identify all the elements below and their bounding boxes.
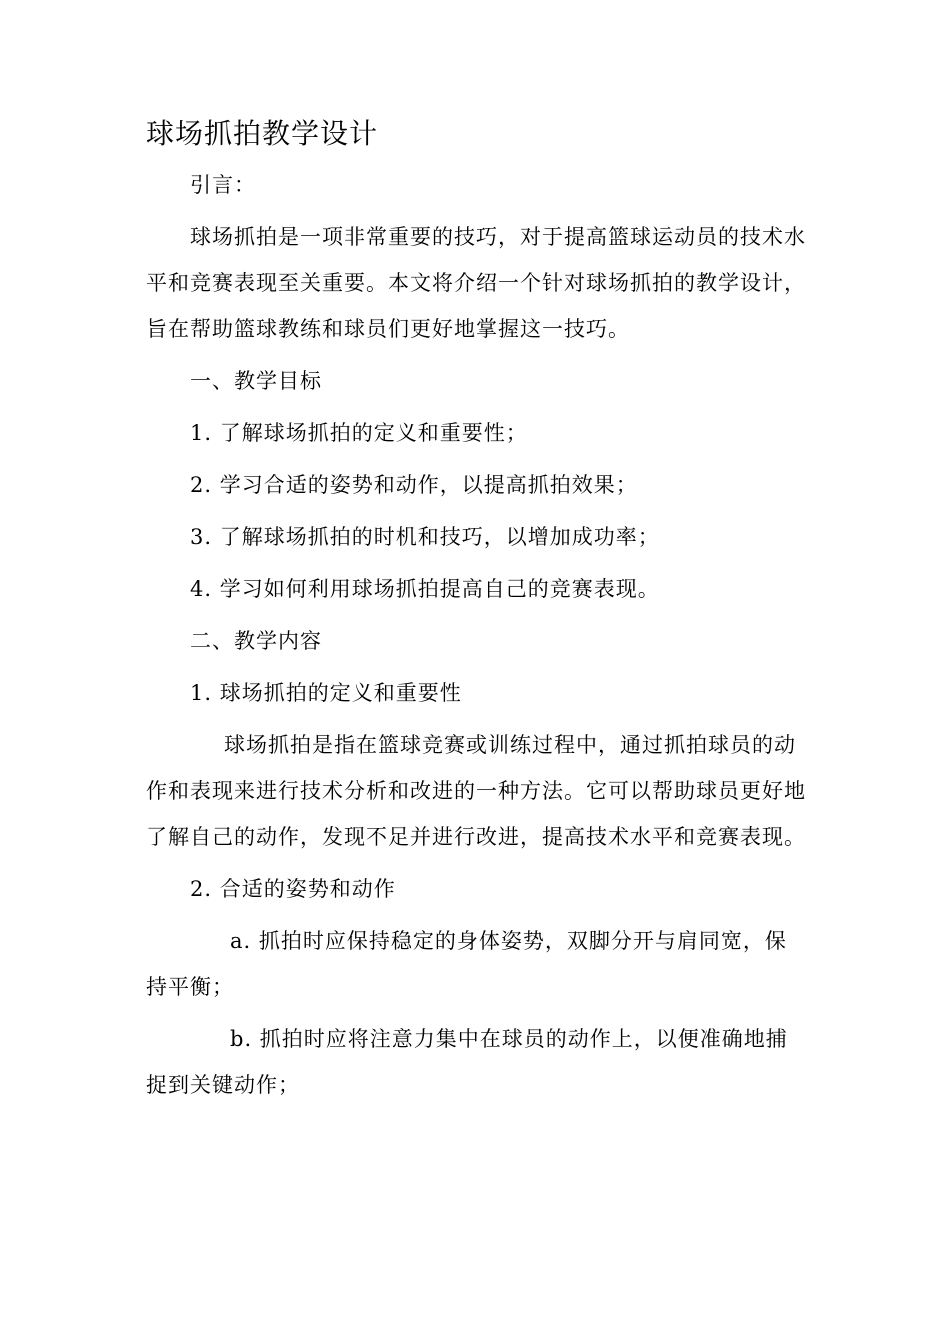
document-body xyxy=(146,162,806,1114)
subsection-paragraph: 球场抓拍是指在篮球竞赛或训练过程中，通过抓拍球员的动作和表现来进行技术分析和改进的一种方法。它可以帮助球员更好地了解自己的动作，发现不足并进行改进，提高技术水平和竞赛表现。 xyxy=(146,733,806,849)
subsection-heading: 2. 合适的姿势和动作 xyxy=(190,877,396,901)
goal-item: 2. 学习合适的姿势和动作，以提高抓拍效果； xyxy=(190,473,638,497)
posture-item: a. 抓拍时应保持稳定的身体姿势，双脚分开与肩同宽，保持平衡； xyxy=(146,929,787,999)
goal-item: 3. 了解球场抓拍的时机和技巧，以增加成功率； xyxy=(190,525,660,549)
intro-paragraph: 球场抓拍是一项非常重要的技巧，对于提高篮球运动员的技术水平和竞赛表现至关重要。本文将介绍一个针对球场抓拍的教学设计，旨在帮助篮球教练和球员们更好地掌握这一技巧。 xyxy=(146,225,806,341)
document-title: 球场抓拍教学设计 xyxy=(146,117,379,150)
posture-item: b. 抓拍时应将注意力集中在球员的动作上，以便准确地捕捉到关键动作； xyxy=(146,1027,788,1097)
section-heading-content: 二、教学内容 xyxy=(190,629,322,653)
goal-item: 1. 了解球场抓拍的定义和重要性； xyxy=(190,421,528,445)
subsection-heading: 1. 球场抓拍的定义和重要性 xyxy=(190,681,462,705)
goal-item: 4. 学习如何利用球场抓拍提高自己的竞赛表现。 xyxy=(190,577,660,601)
intro-heading: 引言： xyxy=(190,173,256,197)
section-heading-goals: 一、教学目标 xyxy=(190,369,322,393)
